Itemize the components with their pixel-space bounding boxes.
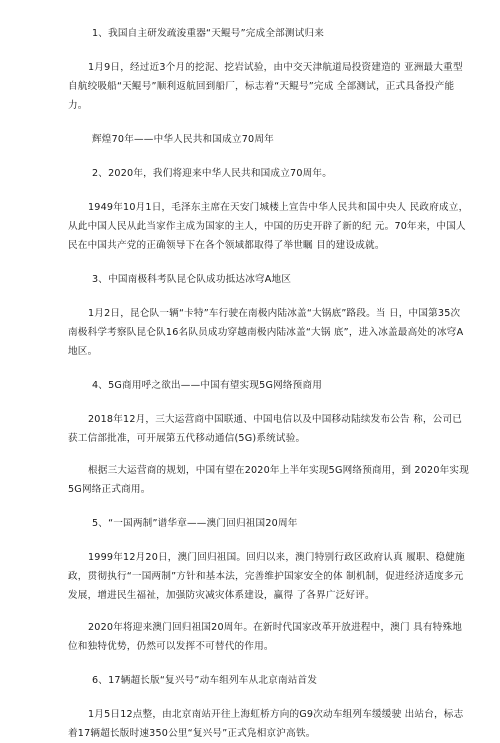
paragraph-1: 1月9日，经过近3个月的挖泥、挖岩试验，由中交天津航道局投资建造的 亚洲最大重型自航绞吸船“天鲲号”顺利返航回到船厂，标志着“天鲲号”完成 全部测试，正式具备投产能力。	[68, 62, 463, 111]
section-heading-4: 4、5G商用呼之欲出——中国有望实现5G网络预商用	[92, 380, 323, 391]
section-heading-3: 3、中国南极科考队昆仑队成功抵达冰穹A地区	[92, 274, 292, 285]
paragraph-3: 1月2日，昆仑队一辆“卡特”车行驶在南极内陆冰盖“大锅底”路段。当 日，中国第35次南极科学考察队昆仑队16名队员成功穿越南极内陆冰盖“大锅 底”，进入冰盖最高处的冰穹A地区。	[68, 308, 464, 357]
paragraph-5b: 2020年将迎来澳门回归祖国20周年。在新时代国家改革开放进程中，澳门 具有特殊地位和独特优势，仍然可以发挥不可替代的作用。	[68, 622, 463, 652]
paragraph-4b: 根据三大运营商的规划，中国有望在2020年上半年实现5G网络预商用，到 2020年实现5G网络正式商用。	[68, 465, 470, 495]
paragraph-5a: 1999年12月20日，澳门回归祖国。回归以来，澳门特别行政区政府认真 履职、稳健施政，贯彻执行“一国两制”方针和基本法，完善维护国家安全的体 制机制，促进经济适度多元发展，增进民生福祉，加强防灾减灾体系建设，赢得 了各界广泛好评。	[68, 552, 465, 601]
section-heading-6: 6、17辆超长版“复兴号”动车组列车从北京南站首发	[92, 675, 318, 686]
paragraph-2: 1949年10月1日，毛泽东主席在天安门城楼上宣告中华人民共和国中央人 民政府成立，从此中国人民从此当家作主成为国家的主人，中国的历史开辟了新的纪 元。70年来，中国人民在中国共产党的正确领导下在各个领域都取得了举世瞩 目的建设成就。	[68, 202, 469, 251]
section-title-70-years: 辉煌70年——中华人民共和国成立70周年	[92, 134, 274, 145]
paragraph-6: 1月5日12点整，由北京南站开往上海虹桥方向的G9次动车组列车缓缓驶 出站台，标志着17辆超长版时速350公里“复兴号”正式凫相京沪高铁。	[68, 709, 464, 739]
paragraph-4a: 2018年12月，三大运营商中国联通、中国电信以及中国移动陆续发布公告 称，公司已获工信部批准，可开展第五代移动通信(5G)系统试验。	[68, 414, 463, 444]
section-heading-2: 2、2020年，我们将迎来中华人民共和国成立70周年。	[92, 168, 333, 179]
section-heading-5: 5、“一国两制”谱华章——澳门回归祖国20周年	[92, 518, 298, 529]
section-heading-1: 1、我国自主研发疏浚重器“天鲲号”完成全部测试归来	[92, 28, 325, 39]
